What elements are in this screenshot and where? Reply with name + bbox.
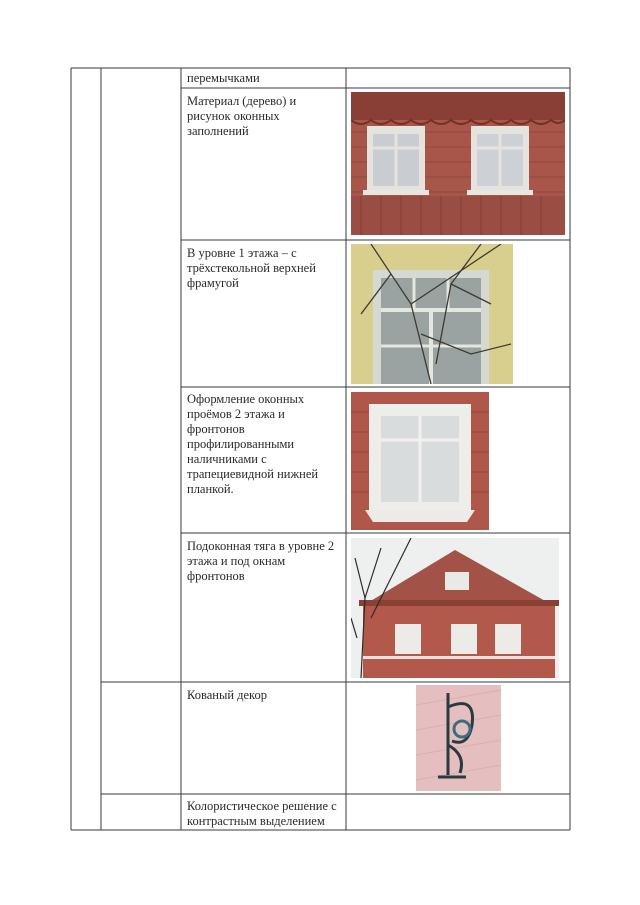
cell-text-row-7: Колористическое решение с контрастным выделением: [187, 799, 337, 828]
cell-text-row-5: Подоконная тяга в уровне 2 этажа и под окнам фронтонов: [187, 539, 335, 583]
photo-forged-decor-bracket: [416, 685, 501, 791]
photo-wooden-facade-two-windows: [351, 92, 565, 235]
photo-window-three-pane-transom: [351, 244, 513, 384]
photo-window-profiled-casing: [351, 392, 489, 530]
cell-text-row-2: Материал (дерево) и рисунок оконных заполнений: [187, 94, 297, 138]
photo-house-gable-facade: [351, 538, 559, 678]
cell-text-row-6: Кованый декор: [187, 688, 267, 702]
cell-text-row-1: перемычками: [187, 71, 260, 85]
cell-text-row-3: В уровне 1 этажа – с трёхстекольной верхней фрамугой: [187, 246, 316, 290]
cell-text-row-4: Оформление оконных проёмов 2 этажа и фронтонов профилированными наличниками с трапециевидной нижней планкой.: [187, 392, 319, 496]
